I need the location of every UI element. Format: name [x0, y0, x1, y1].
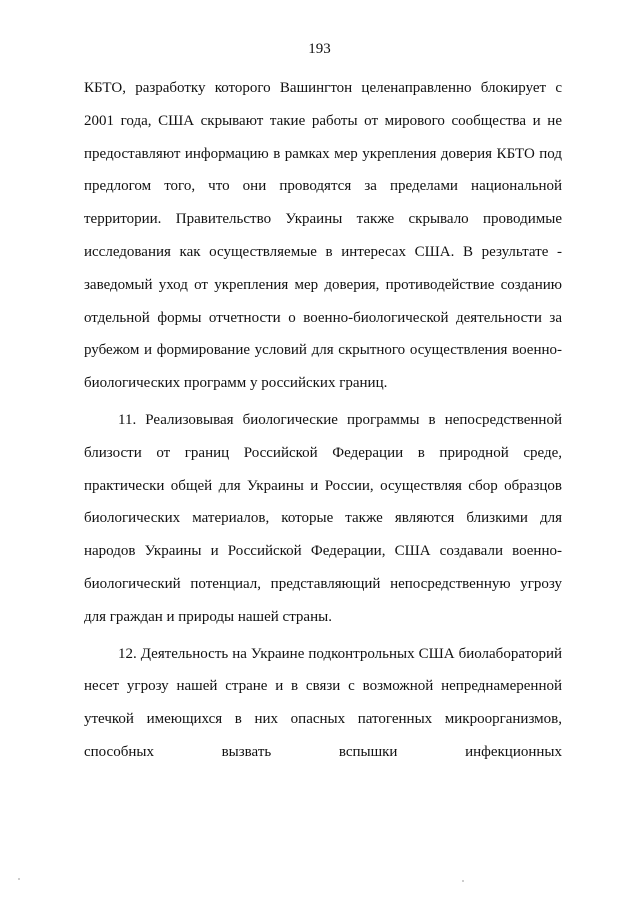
paragraph-continuation: КБТО, разработку которого Вашингтон целенаправленно блокирует с 2001 года, США скрывают такие работы от мирового сообщества и не предоставляют информацию в рамках мер укрепления доверия КБТО под предлогом того, что они проводятся за пределами национальной территории. Правительство Украины также скрывало проводимые исследования как осуществляемые в интересах США. В результате - заведомый уход от укрепления мер доверия, противодействие созданию отдельной формы отчетности о военно-биологической деятельности за рубежом и формирование условий для скрытного осуществления военно-биологических программ у российских границ.: [84, 80, 562, 392]
document-body: [84, 72, 562, 769]
paragraph-item-12: 12. Деятельность на Украине подконтрольных США биолабораторий несет угрозу нашей стране и в связи с возможной непреднамеренной утечкой имеющихся в них опасных патогенных микроорганизмов, способных вызвать вспышки инфекционных: [84, 645, 562, 760]
page-number: 193: [308, 41, 331, 57]
paragraph-item-11: 11. Реализовывая биологические программы в непосредственной близости от границ Российской Федерации в природной среде, практически общей для Украины и России, осуществляя сбор образцов биологических материалов, которые также являются близкими для народов Украины и Российской Федерации, США создавали военно-биологический потенциал, представляющий непосредственную угрозу для граждан и природы нашей страны.: [84, 411, 562, 625]
scan-speck: [18, 878, 20, 880]
scan-speck: [462, 880, 464, 882]
